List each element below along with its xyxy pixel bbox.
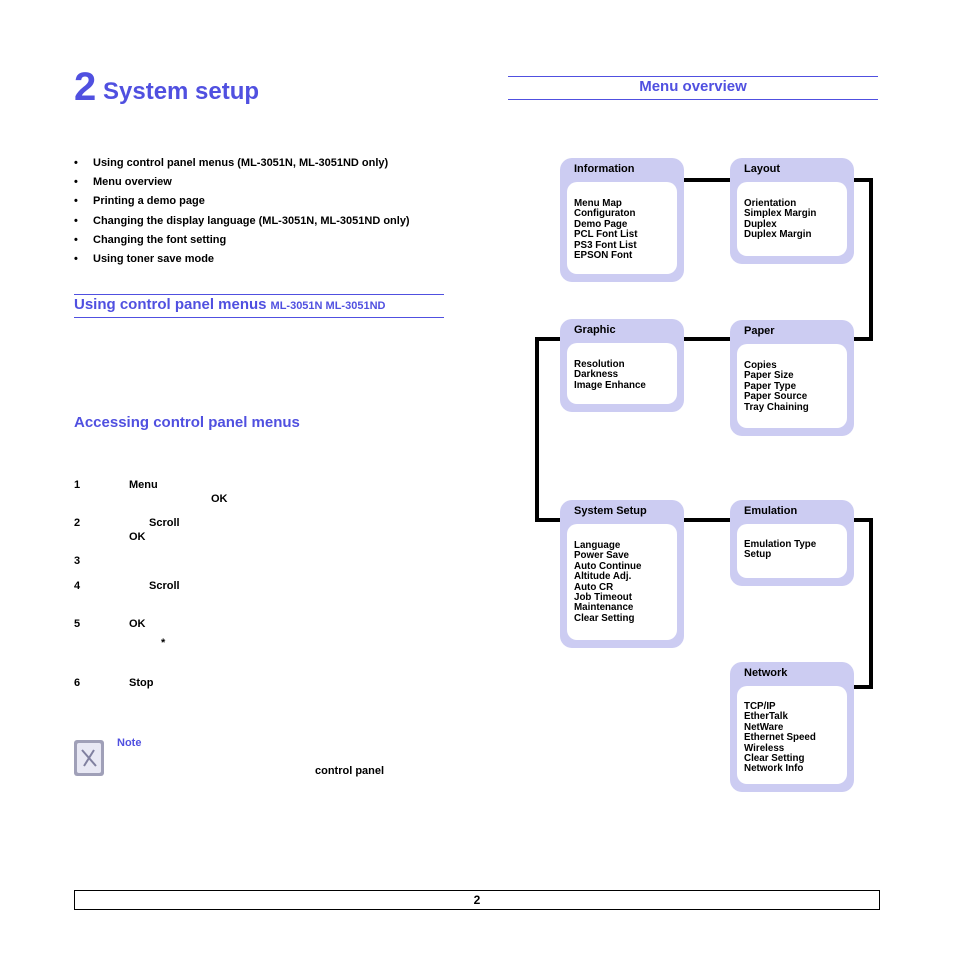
menu-box-title: System Setup [574,505,647,517]
section-title-control-panel [74,296,385,313]
section-models: ML-3051N ML-3051ND [270,300,386,312]
toc-item[interactable]: • Using toner save mode [74,252,410,271]
menu-item: Power Save [574,550,630,562]
menu-item: Resolution [574,359,625,370]
step-number: 3 [74,555,81,567]
menu-item: Auto Continue [574,560,642,572]
menu-item: Simplex Margin [744,208,817,220]
menu-item: Menu Map [574,198,622,209]
menu-item: NetWare [744,721,784,733]
menu-item: Orientation [744,198,797,209]
menu-item: Wireless [744,742,785,754]
connector-line [869,178,873,341]
page-footer [74,890,880,910]
toc-item[interactable]: • Changing the font setting [74,233,410,252]
menu-item: Paper Size [744,370,794,382]
key-scroll: Scroll [149,580,180,592]
menu-item: Darkness [574,369,619,381]
menu-box-title: Graphic [574,324,616,336]
menu-item: Paper Source [744,391,808,403]
key-stop: Stop [129,677,154,689]
connector-line [683,518,731,522]
menu-item: Language [574,540,621,551]
menu-item: Image Enhance [574,379,646,391]
toc-item[interactable]: • Menu overview [74,175,410,194]
toc-item[interactable]: • Printing a demo page [74,194,410,213]
key-ok: OK [211,493,228,505]
connector-line [852,337,873,341]
menu-overview-rule-top [508,76,878,77]
menu-item: Clear Setting [744,753,805,765]
menu-item: Paper Type [744,380,797,392]
menu-box-title: Layout [744,163,781,175]
menu-item: Duplex [744,218,777,230]
connector-line [683,337,731,341]
key-ok: OK [129,531,146,543]
note-icon [74,740,104,776]
step-number: 2 [74,517,81,529]
menu-overview-rule-bottom [508,99,878,100]
menu-item: Job Timeout [574,592,633,604]
menu-item: Auto CR [574,581,614,593]
menu-box-network [730,662,854,792]
connector-line [683,178,731,182]
menu-box-title: Emulation [744,505,798,517]
toc-item[interactable]: • Using control panel menus (ML-3051N, ML-3051ND only) [74,156,410,175]
connector-line [535,518,560,522]
menu-box-information [560,158,684,282]
menu-item: Demo Page [574,218,628,230]
menu-item: Copies [744,360,777,371]
menu-item: EtherTalk [744,711,788,723]
step-number: 1 [74,479,81,491]
chapter-toc [74,156,410,271]
step-number: 5 [74,618,81,630]
menu-box-paper [730,320,854,436]
menu-item: Maintenance [574,602,634,614]
step-number: 6 [74,677,81,689]
menu-item: Emulation Type [744,539,817,550]
menu-box-layout [730,158,854,264]
menu-item: Tray Chaining [744,401,809,413]
menu-item: Duplex Margin [744,229,812,241]
connector-line [869,518,873,689]
menu-box-title: Network [744,667,788,679]
section-title-text: Using control panel menus [74,296,267,313]
menu-item: Ethernet Speed [744,732,816,744]
menu-item: TCP/IP [744,701,776,712]
menu-item: PCL Font List [574,229,638,241]
menu-box-title: Paper [744,325,775,337]
note-label: Note [117,737,142,749]
section-rule-bottom [74,317,444,318]
connector-line [852,685,873,689]
menu-item: Altitude Adj. [574,571,632,583]
menu-item: EPSON Font [574,250,633,262]
menu-box-emulation [730,500,854,586]
subsection-title: Accessing control panel menus [74,414,300,431]
menu-item: PS3 Font List [574,239,637,251]
menu-item: Network Info [744,763,804,775]
asterisk-mark: * [161,637,166,649]
chapter-number: 2 [74,65,97,109]
menu-overview-title: Menu overview [639,78,747,95]
chapter-title: System setup [103,78,260,105]
menu-box-title: Information [574,163,635,175]
menu-box-graphic [560,319,684,412]
key-ok: OK [129,618,146,630]
section-rule-top [74,294,444,295]
menu-item: Configuraton [574,208,636,220]
connector-line [535,337,539,522]
page-number: 2 [473,893,481,907]
step-number: 4 [74,580,81,592]
menu-item: Clear Setting [574,612,635,624]
menu-box-system-setup [560,500,684,648]
note-keyword: control panel [315,765,385,777]
key-menu: Menu [129,479,158,491]
menu-item: Setup [744,549,772,561]
key-scroll: Scroll [149,517,180,529]
toc-item[interactable]: • Changing the display language (ML-3051N, ML-3051ND only) [74,214,410,233]
